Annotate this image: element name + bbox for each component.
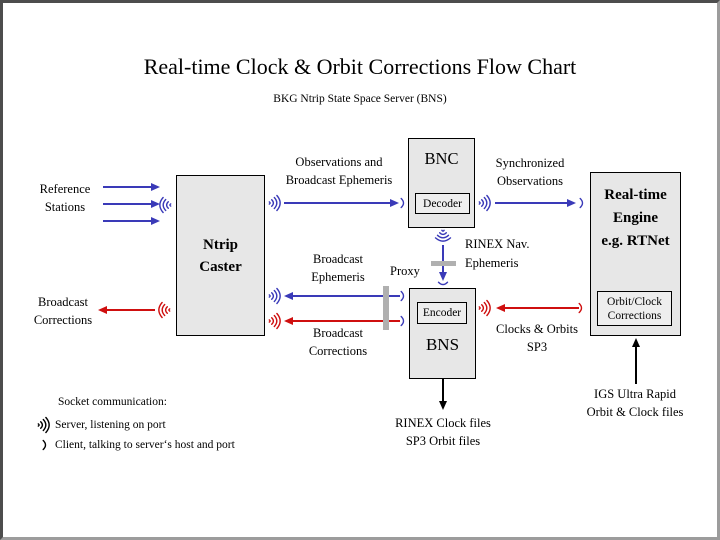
- socket-server-icon: [268, 312, 282, 330]
- page-title: Real-time Clock & Orbit Corrections Flow Chart: [143, 54, 577, 79]
- node-bnc: [408, 138, 475, 228]
- bns-encoder-box: [417, 302, 467, 324]
- socket-client-icon: [434, 280, 452, 288]
- socket-server-icon: [434, 229, 452, 243]
- obs-line2: Broadcast Ephemeris: [285, 173, 393, 187]
- socket-server-icon: [37, 416, 51, 434]
- bc-in-line1: Broadcast: [38, 295, 88, 309]
- proxy-bar-horizontal: [431, 261, 456, 266]
- igs-line2: Orbit & Clock files: [586, 405, 684, 419]
- arrow-caster-bnc-line: [284, 202, 390, 204]
- legend-title: Socket communication:: [58, 396, 167, 408]
- label-observations-broadcast-ephemeris: [264, 153, 414, 189]
- bns-title: BNS: [425, 335, 460, 354]
- label-clocks-orbits-sp3: [477, 320, 597, 356]
- rt-engine-label: [591, 184, 680, 253]
- legend-server-text: Server, listening on port: [55, 419, 166, 431]
- socket-server-icon: [478, 194, 492, 212]
- igs-line1: IGS Ultra Rapid: [594, 387, 676, 401]
- label-reference-stations: [15, 180, 115, 216]
- arrow-caster-bnc-head: [390, 199, 399, 207]
- node-ntrip-caster: [176, 175, 265, 336]
- proxy-bar-vertical: [383, 286, 389, 330]
- reference-stations-line2: Stations: [44, 200, 86, 214]
- arrow-bns-files-line: [442, 379, 444, 401]
- arrow-bnc-rt-head: [567, 199, 576, 207]
- arrow-bns-files-head: [439, 401, 447, 410]
- orbit-clock-line2: Corrections: [607, 309, 662, 322]
- rinex-files-line1: RINEX Clock files: [395, 416, 491, 430]
- clocks-line1: Clocks & Orbits: [496, 322, 578, 336]
- node-rt-engine: [590, 172, 681, 336]
- clocks-line2: SP3: [526, 340, 548, 354]
- socket-client-icon: [399, 312, 407, 330]
- legend-client-text: Client, talking to server‘s host and port: [55, 439, 235, 451]
- rt-engine-line1: Real-time: [604, 187, 667, 203]
- reference-stations-line1: Reference: [39, 182, 91, 196]
- arrow-refstation-1-head: [151, 183, 160, 191]
- label-rinex-clock-files: [373, 414, 513, 450]
- socket-client-icon: [577, 299, 585, 317]
- socket-client-icon: [399, 194, 407, 212]
- be-line2: Ephemeris: [311, 270, 365, 284]
- sync-line2: Observations: [497, 174, 563, 188]
- bnc-title: BNC: [424, 149, 459, 168]
- arrow-bnc-bns-line: [442, 245, 444, 272]
- ntrip-caster-line2: Caster: [199, 258, 242, 275]
- label-igs-ultra-rapid: [565, 385, 705, 421]
- socket-server-icon: [158, 196, 172, 214]
- label-synchronized-observations: [470, 154, 590, 190]
- arrow-igs-rt-head: [632, 338, 640, 347]
- bc-in-line2: Corrections: [33, 313, 93, 327]
- arrow-igs-rt-line: [635, 347, 637, 384]
- socket-server-icon: [268, 194, 282, 212]
- rt-engine-line3: e.g. RTNet: [601, 233, 670, 249]
- ntrip-caster-label: [177, 176, 264, 335]
- rt-engine-line2: Engine: [612, 210, 658, 226]
- socket-server-icon: [478, 299, 492, 317]
- ntrip-caster-line1: Ntrip: [203, 236, 238, 253]
- arrow-rt-bns-head: [496, 304, 505, 312]
- socket-client-icon: [41, 436, 49, 454]
- sync-line1: Synchronized: [495, 156, 565, 170]
- orbit-clock-line1: Orbit/Clock: [607, 295, 662, 308]
- orbit-clock-corrections-box: [597, 291, 672, 326]
- label-broadcast-corrections-out: [288, 324, 388, 360]
- bnc-decoder-box: [415, 193, 470, 214]
- rinex-nav-line2: Ephemeris: [465, 256, 519, 270]
- arrow-refstation-2-line: [103, 203, 151, 205]
- arrow-rt-bns-line: [505, 307, 579, 309]
- arrow-bnc-rt-line: [495, 202, 567, 204]
- socket-client-icon: [578, 194, 586, 212]
- label-rinex-nav-ephemeris: [465, 235, 555, 273]
- arrow-bc-left-line: [107, 309, 155, 311]
- arrow-refstation-3-line: [103, 220, 151, 222]
- arrow-refstation-3-head: [151, 217, 160, 225]
- arrow-refstation-1-line: [103, 186, 151, 188]
- bc-out-line2: Corrections: [308, 344, 368, 358]
- socket-client-icon: [399, 287, 407, 305]
- rinex-files-line2: SP3 Orbit files: [405, 434, 481, 448]
- node-bns: [409, 288, 476, 379]
- bc-out-line1: Broadcast: [313, 326, 363, 340]
- arrow-bns-caster-bc-head: [284, 317, 293, 325]
- label-proxy: Proxy: [390, 264, 420, 278]
- page-subtitle: BKG Ntrip State Space Server (BNS): [273, 93, 447, 105]
- arrow-bns-caster-be-head: [284, 292, 293, 300]
- rinex-nav-line1: RINEX Nav.: [465, 237, 530, 251]
- arrow-bc-left-head: [98, 306, 107, 314]
- socket-server-icon: [268, 287, 282, 305]
- label-broadcast-ephemeris: [288, 250, 388, 286]
- decoder-label: Decoder: [423, 197, 462, 210]
- encoder-label: Encoder: [422, 307, 462, 319]
- obs-line1: Observations and: [295, 155, 383, 169]
- socket-server-icon: [157, 301, 171, 319]
- be-line1: Broadcast: [313, 252, 363, 266]
